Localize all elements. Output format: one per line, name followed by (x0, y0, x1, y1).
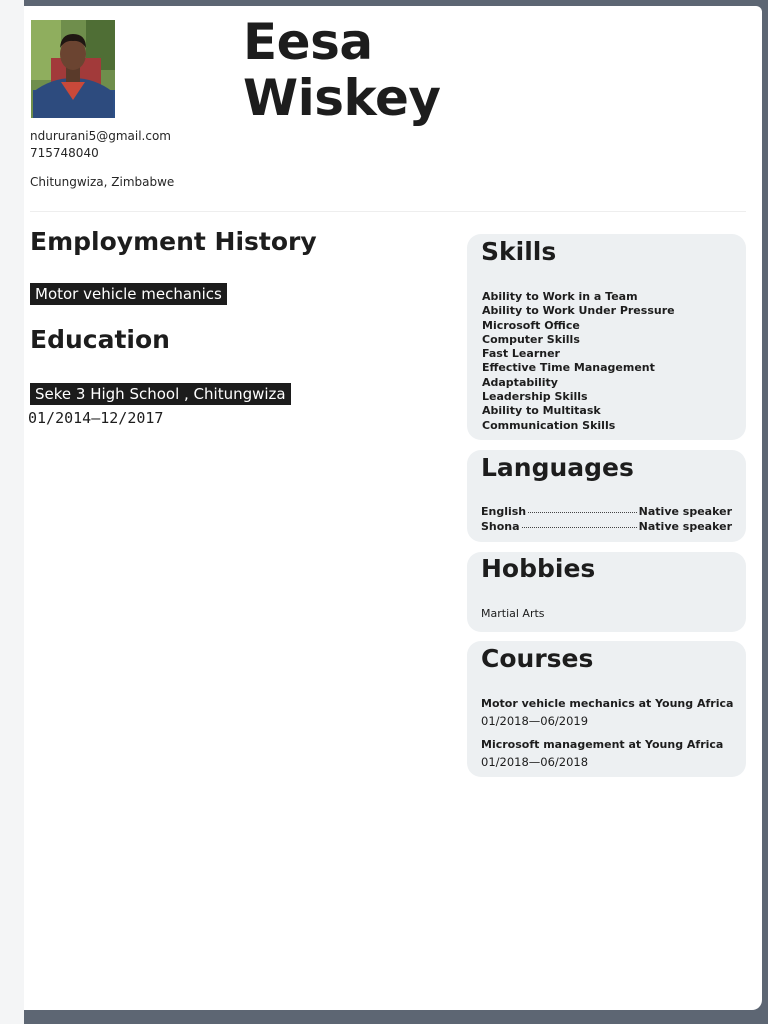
skill-item: Communication Skills (482, 418, 616, 432)
phone-text: 715748040 (30, 146, 99, 160)
courses-heading: Courses (481, 644, 594, 673)
leader-dots (528, 512, 637, 513)
page-gutter (0, 0, 24, 1024)
course-dates: 01/2018—06/2019 (481, 714, 589, 728)
skill-item: Ability to Multitask (482, 404, 601, 418)
skill-item: Effective Time Management (482, 361, 655, 375)
skill-item: Leadership Skills (482, 390, 588, 404)
skill-item: Microsoft Office (482, 318, 580, 332)
first-name: Eesa (243, 13, 373, 71)
education-dates: 01/2014—12/2017 (28, 409, 164, 427)
leader-dots (522, 527, 637, 528)
last-name: Wiskey (243, 69, 441, 127)
education-heading: Education (30, 325, 170, 354)
employment-heading: Employment History (30, 227, 317, 256)
profile-photo-image (31, 20, 115, 118)
hobbies-text: Martial Arts (481, 607, 545, 620)
courses-card (467, 641, 746, 777)
languages-heading: Languages (481, 453, 634, 482)
languages-card (467, 450, 746, 542)
skills-list (482, 290, 675, 433)
course-dates: 01/2018—06/2018 (481, 755, 589, 769)
course-name: Microsoft management at Young Africa (481, 738, 724, 751)
language-level: Native speaker (638, 505, 732, 518)
header-divider (30, 211, 746, 212)
candidate-name (243, 14, 440, 126)
skill-item: Adaptability (482, 375, 558, 389)
email-text: ndururani5@gmail.com (30, 129, 171, 143)
education-school: Seke 3 High School , Chitungwiza (30, 383, 291, 405)
profile-photo (31, 20, 115, 118)
skill-item: Ability to Work in a Team (482, 290, 638, 303)
language-row (481, 505, 732, 518)
skills-card (467, 234, 746, 440)
skill-item: Computer Skills (482, 332, 580, 346)
hobbies-card (467, 552, 746, 632)
language-name: Shona (481, 520, 520, 533)
language-name: English (481, 505, 527, 518)
hobbies-heading: Hobbies (481, 554, 596, 583)
course-name: Motor vehicle mechanics at Young Africa (481, 697, 734, 710)
language-level: Native speaker (638, 520, 732, 533)
employment-job: Motor vehicle mechanics (30, 283, 227, 305)
location-text: Chitungwiza, Zimbabwe (30, 175, 175, 189)
skills-heading: Skills (481, 237, 557, 266)
skill-item: Fast Learner (482, 347, 560, 361)
language-row (481, 520, 732, 533)
skill-item: Ability to Work Under Pressure (482, 304, 675, 318)
